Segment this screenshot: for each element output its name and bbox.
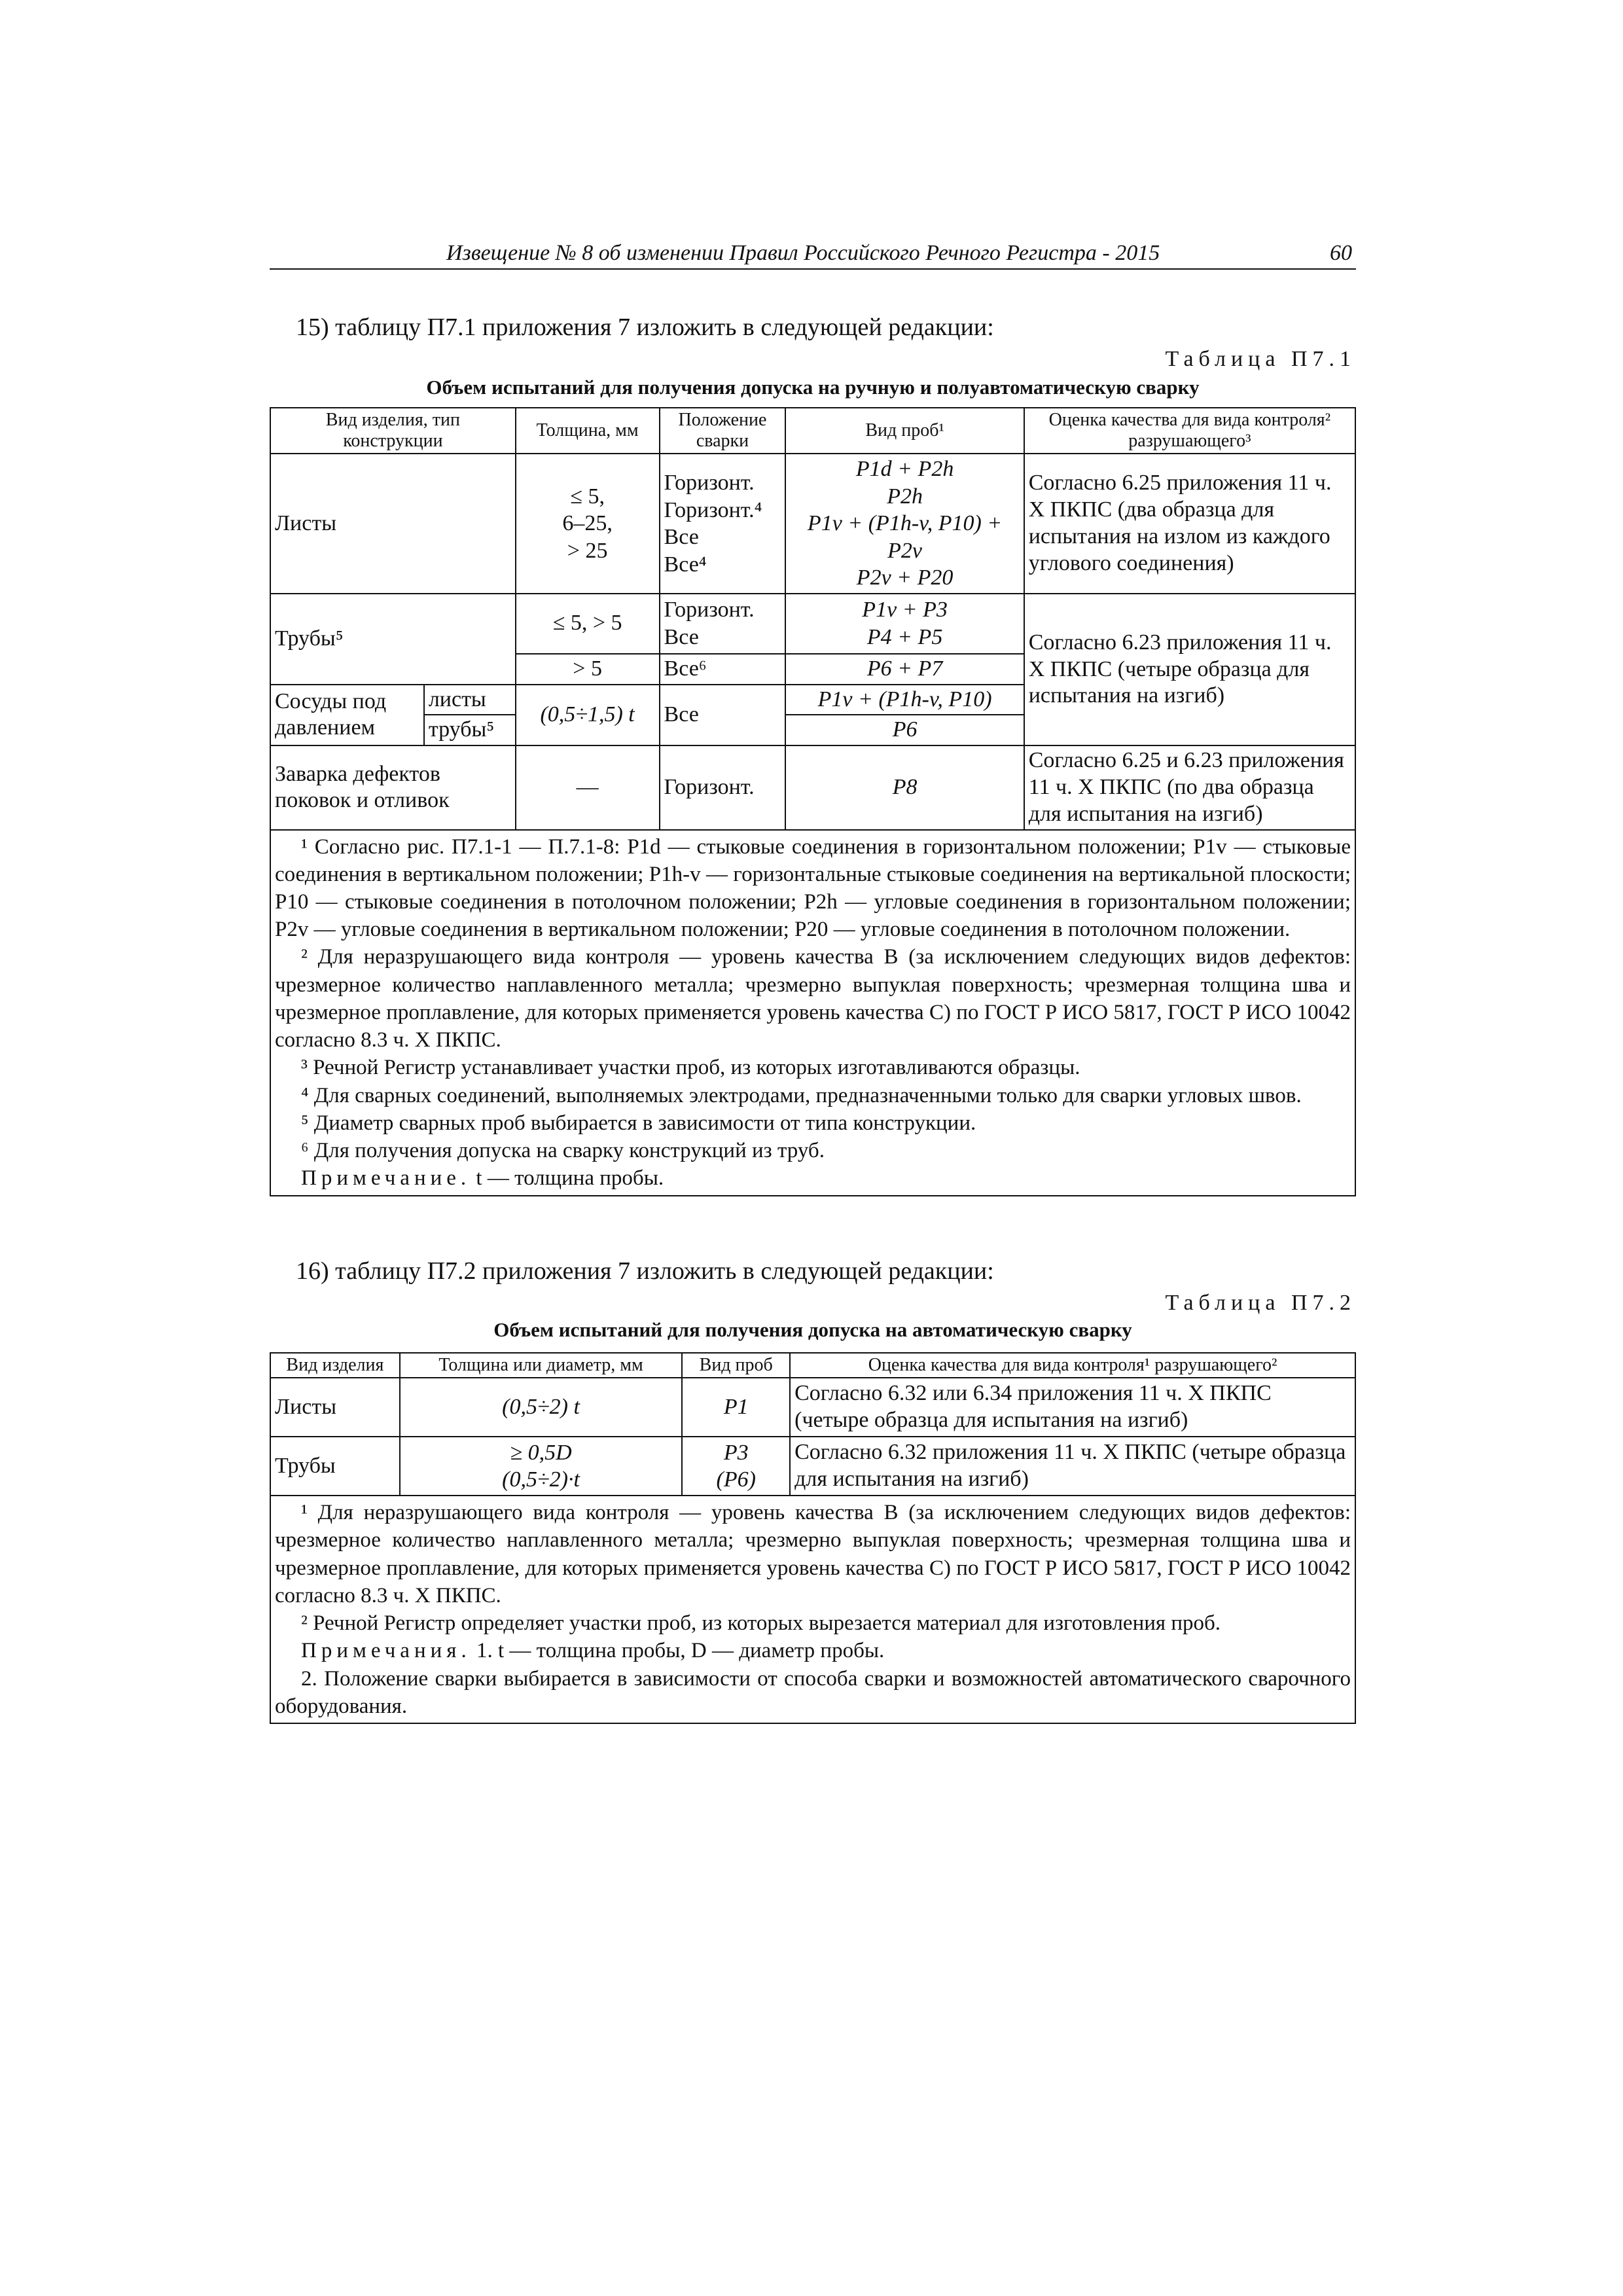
thickness-cell: —	[516, 745, 660, 829]
subtype-cell: трубы⁵	[424, 715, 516, 745]
test-cell: P3 (P6)	[682, 1437, 790, 1496]
table-notes-row	[270, 1496, 1355, 1723]
thickness-cell: ≤ 5, > 5	[516, 594, 660, 654]
page-number: 60	[1330, 241, 1352, 265]
col-header: Вид проб¹	[785, 408, 1024, 454]
product-cell: Листы	[270, 1378, 400, 1437]
thickness-cell: (0,5÷1,5) t	[516, 685, 660, 746]
col-header: Оценка качества для вида контроля² разрушающего³	[1024, 408, 1355, 454]
col-header: Вид проб	[682, 1353, 790, 1378]
subtype-cell: листы	[424, 685, 516, 715]
test-cell: P1v + P3 P4 + P5	[785, 594, 1024, 654]
table-p7-1	[270, 407, 1356, 1196]
test-cell: P6	[785, 715, 1024, 745]
position-cell: Все⁶	[660, 654, 786, 685]
remark: 2. Положение сварки выбирается в зависимости от способа сварки и возможностей автоматического сварочного оборудования.	[275, 1666, 1351, 1718]
thickness-cell: ≤ 5, 6–25, > 25	[516, 454, 660, 593]
test-cell: P1d + P2h P2h P1v + (P1h-v, P10) + P2v P2v + P20	[785, 454, 1024, 593]
eval-cell: Согласно 6.32 приложения 11 ч. Х ПКПС (четыре образца для испытания на изгиб)	[790, 1437, 1355, 1496]
table-notes	[270, 1496, 1355, 1723]
test-cell: P8	[785, 745, 1024, 829]
footnote: ¹ Согласно рис. П7.1-1 — П.7.1-8: P1d — стыковые соединения в горизонтальном положении; P1v — стыковые соединения в вертикальном положении; P1h-v — горизонтальные стыковые соединения на вертикальной плоскости; P10 — стыковые соединения в потолочном положении; P2h — угловые соединения в горизонтальном положении; P2v — угловые соединения в вертикальном положении; P20 — угловые соединения в потолочном положении.	[275, 834, 1351, 942]
table2-title: Объем испытаний для получения допуска на автоматическую сварку	[493, 1318, 1132, 1341]
item-16-text: 16) таблицу П7.2 приложения 7 изложить в следующей редакции:	[296, 1257, 994, 1285]
product-cell: Заварка дефектов поковок и отливок	[270, 745, 516, 829]
table-p7-2	[270, 1352, 1356, 1724]
item-15-text: 15) таблицу П7.1 приложения 7 изложить в следующей редакции:	[296, 314, 994, 341]
test-cell: P6 + P7	[785, 654, 1024, 685]
product-cell: Трубы⁵	[270, 594, 516, 685]
footnote: ³ Речной Регистр устанавливает участки проб, из которых изготавливаются образцы.	[301, 1056, 1080, 1080]
footnote: ⁴ Для сварных соединений, выполняемых электродами, предназначенными только для сварки угловых швов.	[301, 1083, 1302, 1107]
header-title: Извещение № 8 об изменении Правил Российского Речного Регистра - 2015	[446, 241, 1160, 265]
col-header: Положение сварки	[660, 408, 786, 454]
product-cell: Трубы	[270, 1437, 400, 1496]
remark: Примечания. 1. t — толщина пробы, D — диаметр пробы.	[301, 1639, 885, 1663]
thickness-cell: ≥ 0,5D (0,5÷2)·t	[400, 1437, 682, 1496]
footnote: ⁶ Для получения допуска на сварку конструкций из труб.	[301, 1139, 825, 1163]
position-cell: Горизонт. Горизонт.⁴ Все Все⁴	[660, 454, 786, 593]
eval-cell: Согласно 6.23 приложения 11 ч. Х ПКПС (четыре образца для испытания на изгиб)	[1024, 594, 1355, 745]
table1-title: Объем испытаний для получения допуска на ручную и полуавтоматическую сварку	[426, 376, 1200, 399]
table-header-row	[270, 408, 1355, 454]
position-cell: Все	[660, 685, 786, 746]
eval-cell: Согласно 6.25 и 6.23 приложения 11 ч. Х ПКПС (по два образца для испытания на изгиб)	[1024, 745, 1355, 829]
footnote: ² Для неразрушающего вида контроля — уровень качества В (за исключением следующих видов дефектов: чрезмерное количество наплавленного металла; чрезмерно выпуклая поверхность; чрезмерная толщина шва и чрезмерное проплавление, для которых применяется уровень качества С) по ГОСТ Р ИСО 5817, ГОСТ Р ИСО 10042 согласно 8.3 ч. Х ПКПС.	[275, 945, 1351, 1052]
table1-label: Таблица П7.1	[1165, 347, 1356, 371]
table-notes	[270, 830, 1355, 1196]
footnote: ² Речной Регистр определяет участки проб, из которых вырезается материал для изготовления проб.	[301, 1611, 1221, 1636]
footnote: ¹ Для неразрушающего вида контроля — уровень качества В (за исключением следующих видов дефектов: чрезмерное количество наплавленного металла; чрезмерно выпуклая поверхность; чрезмерная толщина шва и чрезмерное проплавление, для которых применяется уровень качества С) по ГОСТ Р ИСО 5817, ГОСТ Р ИСО 10042 согласно 8.3 ч. Х ПКПС.	[275, 1501, 1351, 1607]
table-row	[270, 454, 1355, 593]
table2-label: Таблица П7.2	[1165, 1291, 1356, 1315]
position-cell: Горизонт. Все	[660, 594, 786, 654]
table-notes-row	[270, 830, 1355, 1196]
col-header: Вид изделия	[270, 1353, 400, 1378]
col-header: Толщина или диаметр, мм	[400, 1353, 682, 1378]
col-header: Толщина, мм	[516, 408, 660, 454]
eval-cell: Согласно 6.32 или 6.34 приложения 11 ч. Х ПКПС (четыре образца для испытания на изгиб)	[790, 1378, 1355, 1437]
col-header: Оценка качества для вида контроля¹ разрушающего²	[790, 1353, 1355, 1378]
remark: Примечание. t — толщина пробы.	[301, 1166, 664, 1191]
test-cell: P1v + (P1h-v, P10)	[785, 685, 1024, 715]
eval-cell: Согласно 6.25 приложения 11 ч. Х ПКПС (два образца для испытания на излом из каждого углового соединения)	[1024, 454, 1355, 593]
running-header	[270, 241, 1356, 270]
table-row	[270, 1437, 1355, 1496]
table-row	[270, 1378, 1355, 1437]
thickness-cell: (0,5÷2) t	[400, 1378, 682, 1437]
col-header: Вид изделия, тип конструкции	[270, 408, 516, 454]
product-cell: Листы	[270, 454, 516, 593]
table-row	[270, 594, 1355, 654]
table-row	[270, 745, 1355, 829]
thickness-cell: > 5	[516, 654, 660, 685]
footnote: ⁵ Диаметр сварных проб выбирается в зависимости от типа конструкции.	[301, 1111, 976, 1135]
position-cell: Горизонт.	[660, 745, 786, 829]
test-cell: P1	[682, 1378, 790, 1437]
table-header-row	[270, 1353, 1355, 1378]
product-cell: Сосуды под давлением	[270, 685, 424, 746]
